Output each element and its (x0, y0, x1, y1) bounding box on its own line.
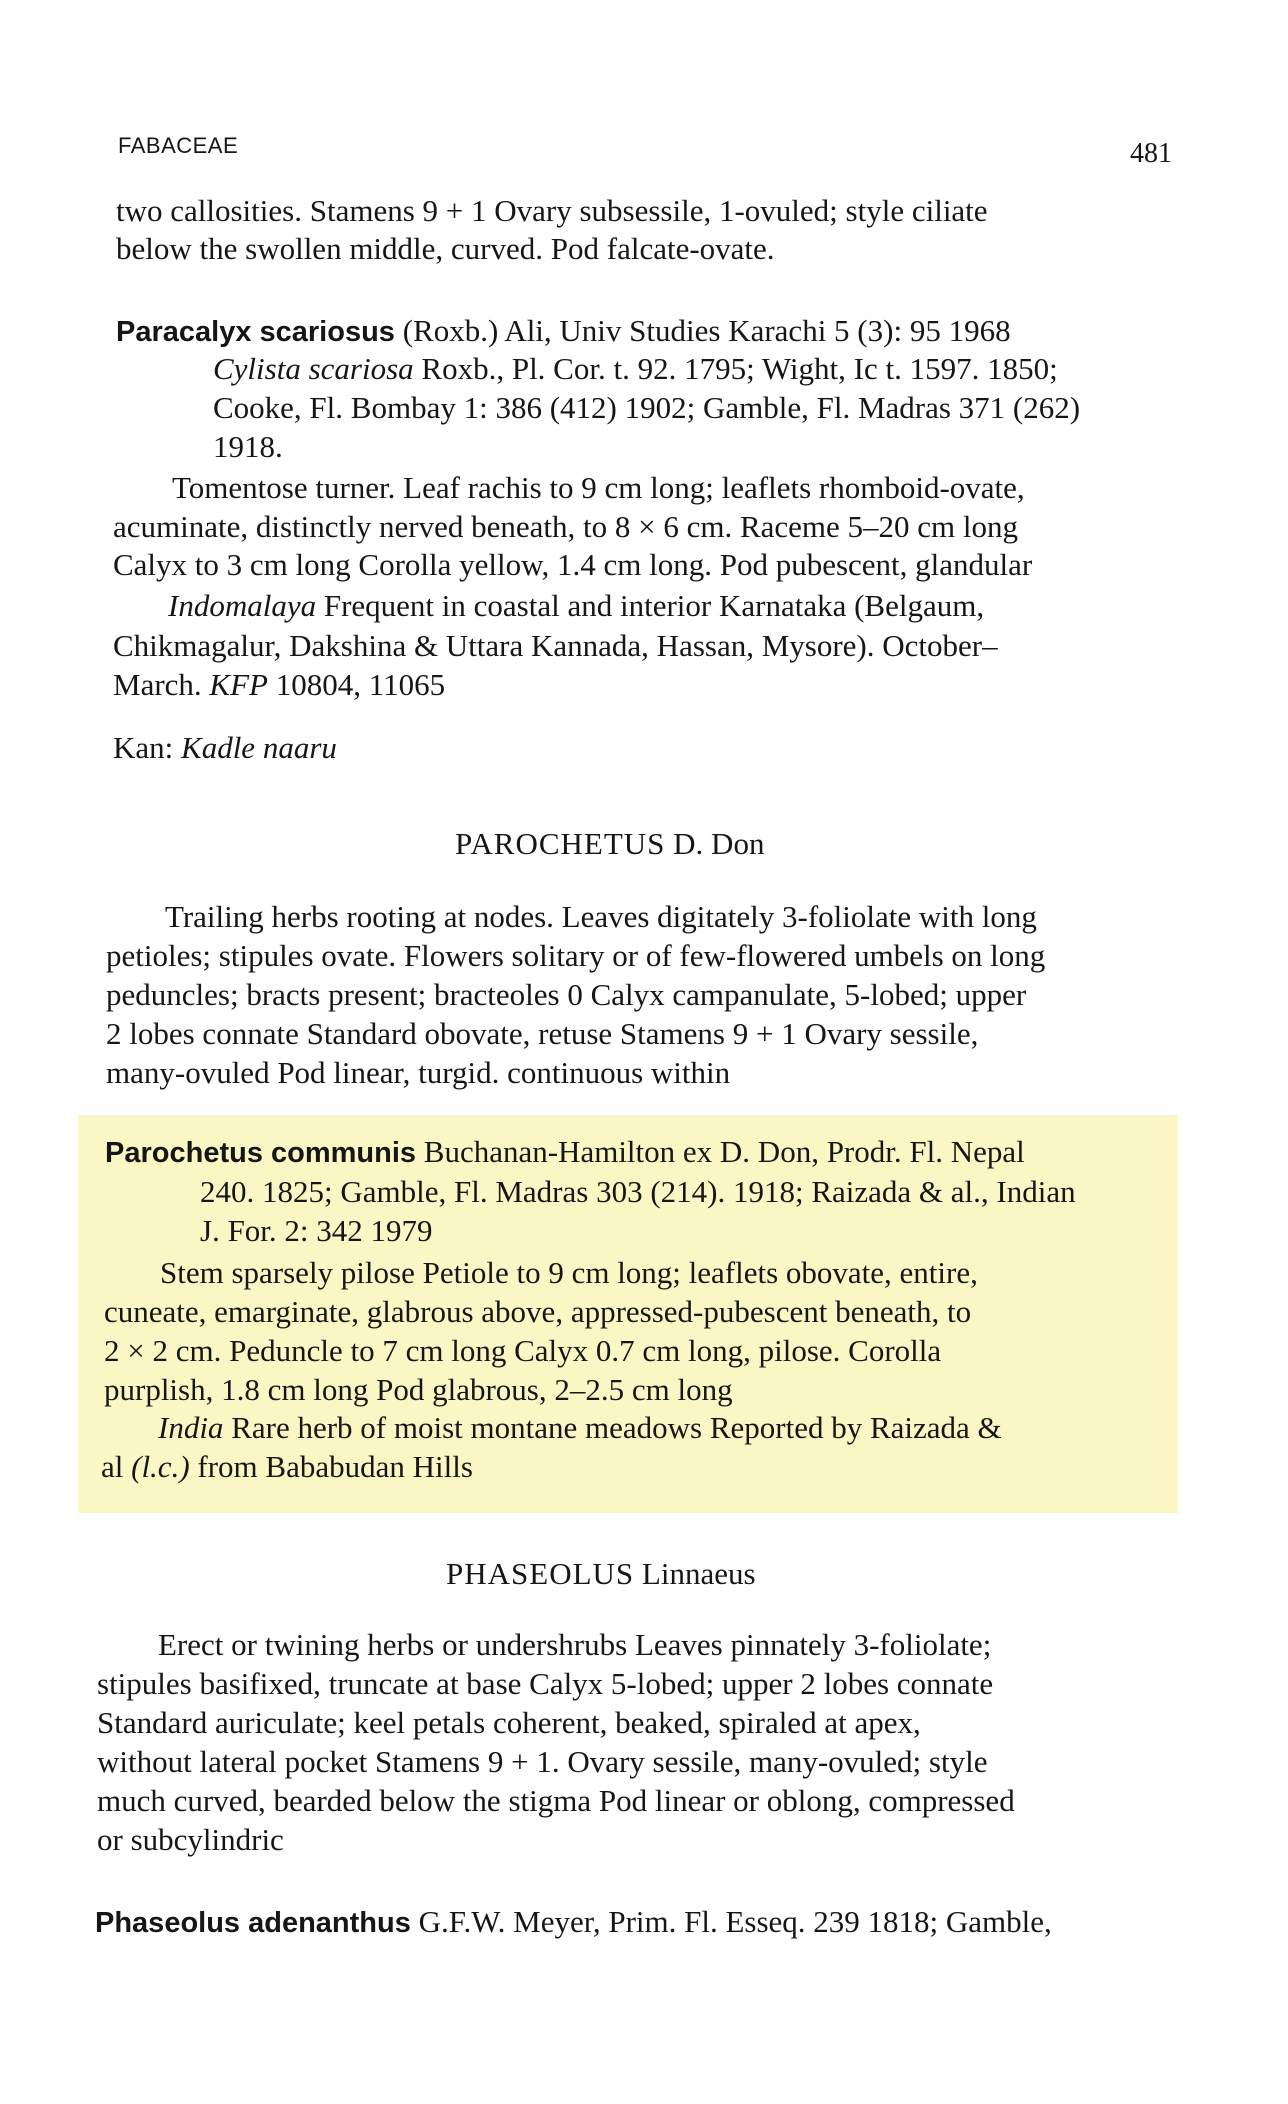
distribution-line (101, 1447, 473, 1486)
description-line: 2 × 2 cm. Peduncle to 7 cm long Calyx 0.7 cm long, pilose. Corolla (104, 1333, 942, 1368)
genus-heading (446, 1556, 756, 1592)
genus-line: stipules basifixed, truncate at base Calyx 5-lobed; upper 2 lobes connate (97, 1666, 994, 1701)
flowering-end: March. (113, 667, 202, 702)
running-head: FABACEAE (118, 133, 239, 158)
genus-line: without lateral pocket Stamens 9 + 1. Ovary sessile, many-ovuled; style (97, 1744, 988, 1779)
synonym-line (213, 349, 1058, 388)
description-line: acuminate, distinctly nerved beneath, to 8 × 6 cm. Raceme 5–20 cm long (113, 509, 1019, 544)
text-line: two callosities. Stamens 9 + 1 Ovary subsessile, 1-ovuled; style ciliate (116, 193, 988, 228)
genus-author: Linnaeus (641, 1556, 756, 1591)
genus-title: PAROCHETUS (455, 826, 666, 861)
citation-line: Cooke, Fl. Bombay 1: 386 (412) 1902; Gamble, Fl. Madras 371 (262) (213, 390, 1081, 425)
vernacular-line (113, 728, 337, 767)
distribution-rest: from Bababudan Hills (197, 1449, 473, 1484)
genus-line: petioles; stipules ovate. Flowers solitary or of few-flowered umbels on long (106, 938, 1046, 973)
distribution-line: Chikmagalur, Dakshina & Uttara Kannada, Hassan, Mysore). October– (113, 628, 998, 663)
loc-cit: (l.c.) (131, 1449, 190, 1484)
species-citation: G.F.W. Meyer, Prim. Fl. Esseq. 239 1818; Gamble, (418, 1904, 1052, 1939)
distribution-line (158, 1408, 1002, 1447)
distribution-region: India (158, 1410, 224, 1445)
genus-line: Standard auriculate; keel petals coherent, beaked, spiraled at apex, (97, 1705, 921, 1740)
species-citation: (Roxb.) Ali, Univ Studies Karachi 5 (3): 95 1968 (402, 313, 1011, 348)
citation-line: J. For. 2: 342 1979 (200, 1213, 433, 1248)
species-name: Paracalyx scariosus (116, 316, 395, 348)
genus-line: Trailing herbs rooting at nodes. Leaves digitately 3-foliolate with long (165, 899, 1037, 934)
genus-author: D. Don (673, 826, 765, 861)
specimen-numbers: 10804, 11065 (275, 667, 446, 702)
species-citation: Buchanan-Hamilton ex D. Don, Prodr. Fl. Nepal (423, 1134, 1025, 1169)
species-heading (116, 311, 1011, 352)
genus-line: Erect or twining herbs or undershrubs Leaves pinnately 3-foliolate; (158, 1627, 992, 1662)
distribution-region: Indomalaya (168, 588, 317, 623)
species-heading (105, 1132, 1025, 1173)
synonym-citation: Roxb., Pl. Cor. t. 92. 1795; Wight, Ic t. 1597. 1850; (421, 351, 1058, 386)
genus-title: PHASEOLUS (446, 1556, 635, 1591)
genus-line: much curved, bearded below the stigma Pod linear or oblong, compressed (97, 1783, 1015, 1818)
species-name: Phaseolus adenanthus (95, 1907, 411, 1939)
phaseolus-species-heading (95, 1902, 1052, 1943)
genus-line: many-ovuled Pod linear, turgid. continuous within (106, 1055, 731, 1090)
specimen-line (113, 665, 445, 704)
genus-heading (455, 826, 764, 862)
citation-line: 240. 1825; Gamble, Fl. Madras 303 (214). 1918; Raizada & al., Indian (200, 1174, 1076, 1209)
description-line: purplish, 1.8 cm long Pod glabrous, 2–2.5 cm long (104, 1372, 733, 1407)
description-line: Tomentose turner. Leaf rachis to 9 cm long; leaflets rhomboid-ovate, (172, 470, 1025, 505)
species-name: Parochetus communis (105, 1137, 417, 1169)
description-line: cuneate, emarginate, glabrous above, appressed-pubescent beneath, to (104, 1294, 972, 1329)
page-number: 481 (1130, 138, 1172, 169)
vernacular-label: Kan: (113, 730, 174, 765)
genus-line: 2 lobes connate Standard obovate, retuse Stamens 9 + 1 Ovary sessile, (106, 1016, 979, 1051)
distribution-line (168, 586, 984, 625)
distribution-text: Frequent in coastal and interior Karnataka (Belgaum, (323, 588, 985, 623)
description-line: Stem sparsely pilose Petiole to 9 cm long; leaflets obovate, entire, (160, 1255, 978, 1290)
synonym-name: Cylista scariosa (213, 351, 414, 386)
text-line: below the swollen middle, curved. Pod falcate-ovate. (116, 231, 775, 266)
herbarium-code: KFP (209, 667, 268, 702)
description-line: Calyx to 3 cm long Corolla yellow, 1.4 cm long. Pod pubescent, glandular (113, 547, 1033, 582)
distribution-text: Rare herb of moist montane meadows Reported by Raizada & (231, 1410, 1002, 1445)
genus-line: peduncles; bracts present; bracteoles 0 Calyx campanulate, 5-lobed; upper (106, 977, 1027, 1012)
vernacular-name: Kadle naaru (181, 730, 337, 765)
genus-line: or subcylindric (97, 1822, 284, 1857)
distribution-prefix: al (101, 1449, 124, 1484)
citation-line: 1918. (213, 429, 283, 464)
